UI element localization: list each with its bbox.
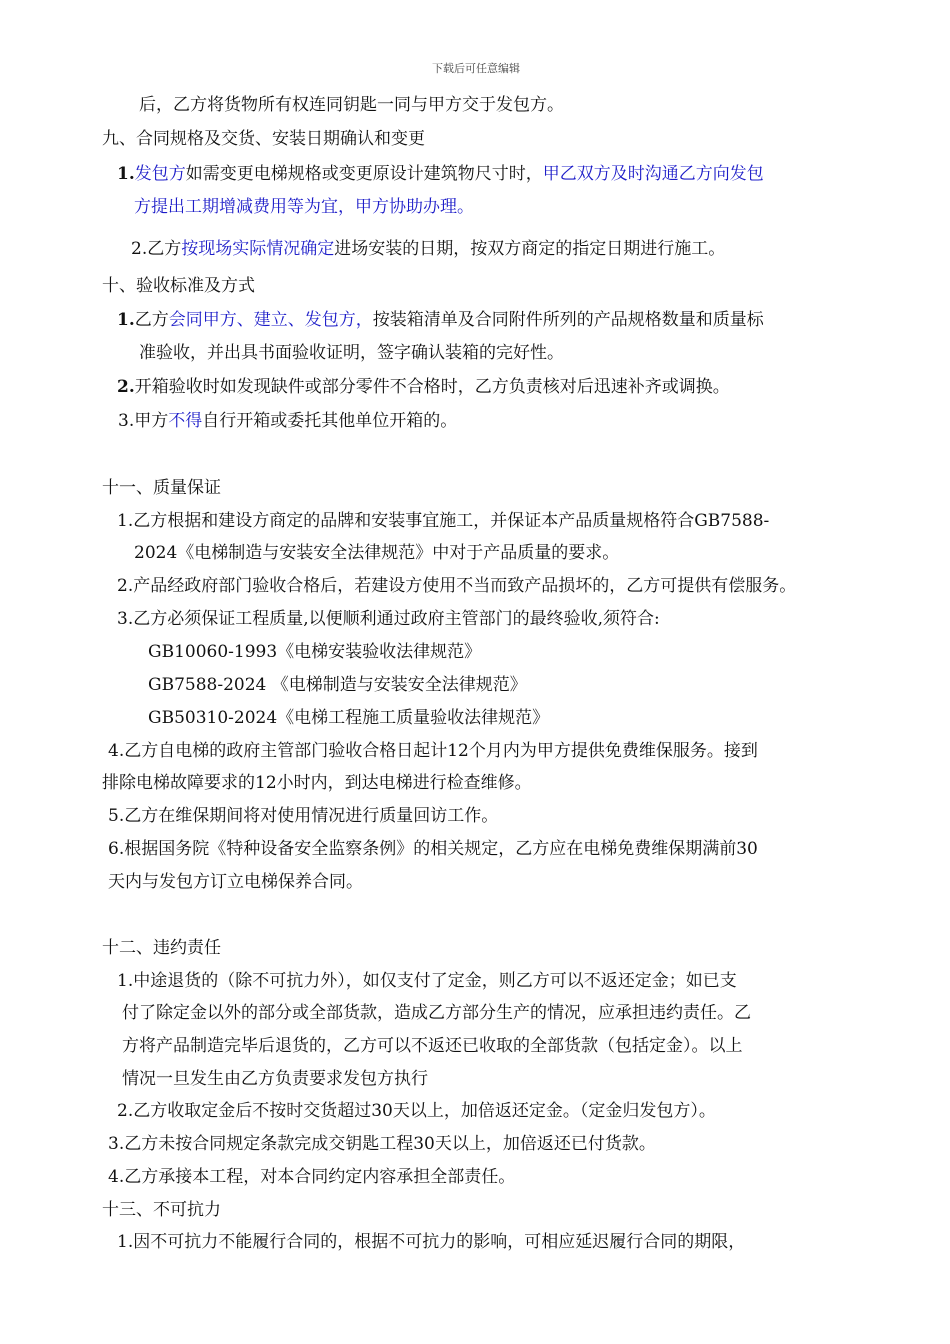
text-run: 1.因不可抗力不能履行合同的，根据不可抗力的影响，可相应延迟履行合同的期限， [117, 1232, 746, 1252]
text-run: 自行开箱或委托其他单位开箱的。 [202, 411, 458, 431]
text-line [134, 541, 619, 565]
text-run: 开箱验收时如发现缺件或部分零件不合格时，乙方负责核对后迅速补齐或调换。 [134, 377, 730, 397]
page-header: 下载后可任意编辑 [432, 62, 520, 75]
text-run: 3.甲方 [118, 411, 169, 431]
text-run: 准验收，并出具书面验收证明，签字确认装箱的完好性。 [139, 343, 564, 363]
text-run: GB50310-2024《电梯工程施工质量验收法律规范》 [148, 708, 550, 728]
text-line [117, 1099, 716, 1123]
text-run: 按现场实际情况确定 [181, 239, 335, 259]
section-heading [102, 936, 221, 960]
text-line [117, 607, 660, 631]
text-run: 天内与发包方订立电梯保养合同。 [108, 872, 363, 892]
text-run: 如需变更电梯规格或变更原设计建筑物尺寸时， [185, 164, 543, 184]
text-run: 情况一旦发生由乙方负责要求发包方执行 [122, 1069, 428, 1089]
text-run: 2.产品经政府部门验收合格后，若建设方使用不当而致产品损坏的，乙方可提供有偿服务。 [117, 576, 797, 596]
text-run: 后，乙方将货物所有权连同钥匙一同与甲方交于发包方。 [139, 95, 564, 115]
text-run: 2.乙方收取定金后不按时交货超过30天以上，加倍返还定金。（定金归发包方）。 [117, 1101, 716, 1121]
text-run: 1.中途退货的（除不可抗力外），如仅支付了定金，则乙方可以不返还定金；如已支 [117, 971, 737, 991]
text-run: 3.乙方未按合同规定条款完成交钥匙工程30天以上，加倍返还已付货款。 [108, 1134, 656, 1154]
standard-item [148, 673, 527, 697]
text-line [117, 1230, 745, 1254]
text-line [139, 93, 564, 117]
text-run: 会同甲方、建立、发包方， [168, 310, 373, 330]
text-line [117, 308, 764, 332]
text-run: 2. [117, 377, 135, 397]
text-line [117, 375, 730, 399]
text-run: GB10060-1993《电梯安装验收法律规范》 [148, 642, 482, 662]
text-run: 发包方 [134, 164, 186, 184]
text-run: 1. [117, 310, 135, 330]
text-run: 1. [117, 164, 135, 184]
text-run: 甲乙双方及时沟通乙方向发包 [542, 164, 764, 184]
standard-item [148, 640, 481, 664]
text-line [118, 409, 457, 433]
text-run: 按装箱清单及合同附件所列的产品规格数量和质量标 [372, 310, 764, 330]
section-heading [102, 1198, 221, 1222]
text-line [122, 1034, 743, 1058]
text-line [131, 237, 725, 261]
text-line [117, 509, 769, 533]
text-run: 6.根据国务院《特种设备安全监察条例》的相关规定，乙方应在电梯免费维保期满前30 [108, 839, 758, 859]
text-run: 十二、违约责任 [102, 938, 221, 958]
text-run: GB7588-2024 《电梯制造与安装安全法律规范》 [148, 675, 527, 695]
section-heading [102, 127, 425, 151]
text-line [134, 195, 474, 219]
text-line [108, 804, 498, 828]
text-line [102, 771, 532, 795]
text-run: 4.乙方自电梯的政府主管部门验收合格日起计12个月内为甲方提供免费维保服务。接到 [108, 741, 758, 761]
text-run: 乙方 [134, 310, 169, 330]
text-line [122, 1001, 751, 1025]
text-run: 2024《电梯制造与安装安全法律规范》中对于产品质量的要求。 [134, 543, 620, 563]
text-run: 方提出工期增减费用等为宜，甲方协助办理。 [134, 197, 474, 217]
text-line [108, 1132, 656, 1156]
text-run: 3.乙方必须保证工程质量,以便顺利通过政府主管部门的最终验收,须符合: [117, 609, 660, 629]
text-line [139, 341, 564, 365]
text-run: 方将产品制造完毕后退货的，乙方可以不返还已收取的全部货款（包括定金）。以上 [122, 1036, 743, 1056]
text-run: 付了除定金以外的部分或全部货款，造成乙方部分生产的情况，应承担违约责任。乙 [122, 1003, 751, 1023]
text-line [108, 870, 363, 894]
text-line [108, 739, 758, 763]
text-line [117, 969, 737, 993]
text-run: 2.乙方 [131, 239, 182, 259]
section-heading [102, 476, 221, 500]
text-run: 4.乙方承接本工程，对本合同约定内容承担全部责任。 [108, 1167, 516, 1187]
text-line [117, 162, 764, 186]
text-run: 十一、质量保证 [102, 478, 221, 498]
text-run: 进场安装的日期，按双方商定的指定日期进行施工。 [334, 239, 726, 259]
text-run: 不得 [168, 411, 203, 431]
text-run: 5.乙方在维保期间将对使用情况进行质量回访工作。 [108, 806, 499, 826]
text-line [108, 1165, 515, 1189]
text-run: 九、合同规格及交货、安装日期确认和变更 [102, 129, 425, 149]
section-heading [102, 274, 255, 298]
text-line [117, 574, 796, 598]
standard-item [148, 706, 549, 730]
text-run: 十三、不可抗力 [102, 1200, 221, 1220]
text-run: 1.乙方根据和建设方商定的品牌和安装事宜施工，并保证本产品质量规格符合GB7588- [117, 511, 770, 531]
text-line [122, 1067, 428, 1091]
text-run: 排除电梯故障要求的12小时内，到达电梯进行检查维修。 [102, 773, 532, 793]
text-run: 十、验收标准及方式 [102, 276, 255, 296]
text-line [108, 837, 758, 861]
